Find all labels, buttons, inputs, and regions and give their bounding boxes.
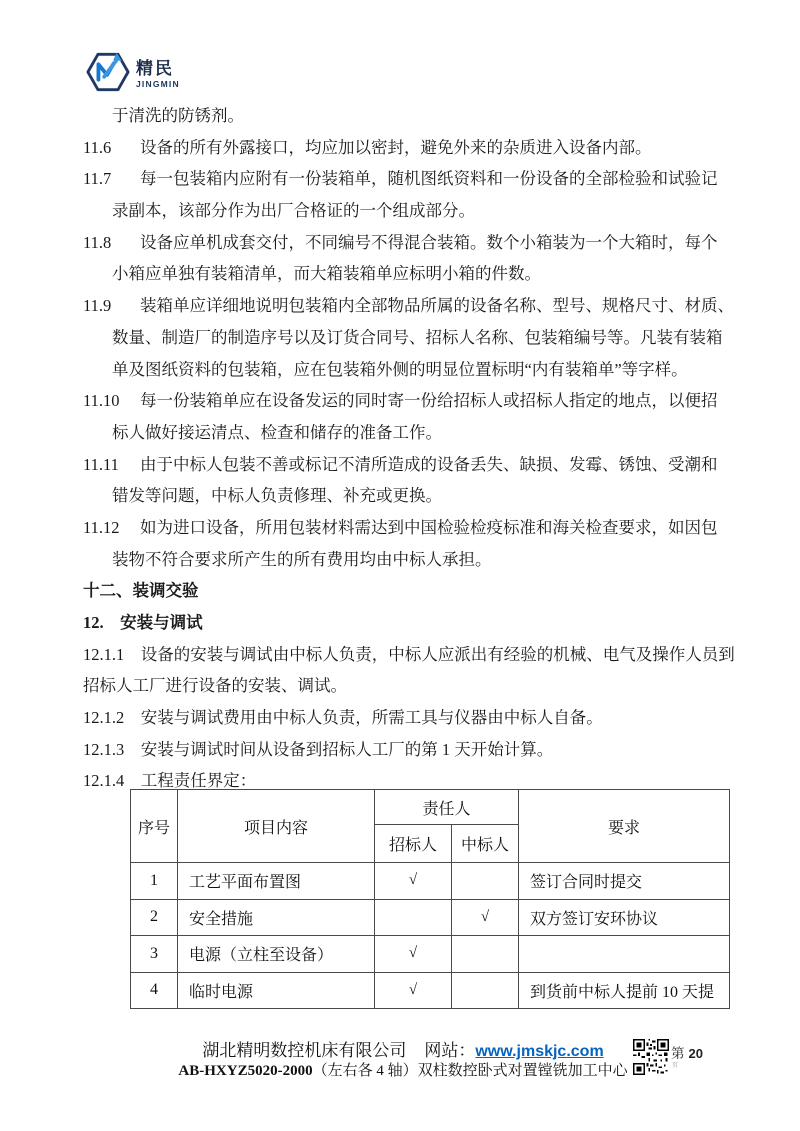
table-row bbox=[131, 899, 730, 936]
table-row bbox=[131, 972, 730, 1009]
table-cell: 2 bbox=[131, 899, 178, 936]
page-number: 20 bbox=[688, 1046, 703, 1061]
item-number: 11.8 bbox=[83, 232, 112, 252]
company-name: 湖北精明数控机床有限公司 bbox=[202, 1041, 407, 1060]
table-cell: 1 bbox=[131, 863, 178, 900]
table-cell: 电源（立柱至设备） bbox=[178, 936, 375, 973]
responsibility-table bbox=[130, 789, 730, 1009]
line-text: 装物不符合要求所产生的所有费用均由中标人承担。 bbox=[112, 549, 492, 569]
line-text: 12. 安装与调试 bbox=[83, 613, 203, 632]
item-number: 11.10 bbox=[83, 391, 120, 411]
body-line bbox=[112, 480, 735, 512]
item-number: 11.9 bbox=[83, 296, 112, 316]
table-cell: 临时电源 bbox=[178, 972, 375, 1009]
line-text: 12.1.3 安装与调试时间从设备到招标人工厂的第 1 天开始计算。 bbox=[83, 739, 554, 759]
site-link[interactable]: www.jmskjc.com bbox=[475, 1043, 604, 1060]
line-text: 每一份装箱单应在设备发运的同时寄一份给招标人或招标人指定的地点，以便招 bbox=[140, 391, 718, 411]
body-lines bbox=[83, 100, 735, 797]
line-text: 12.1.1 设备的安装与调试由中标人负责，中标人应派出有经验的机械、电气及操作人员到 bbox=[83, 644, 735, 664]
table-cell: 4 bbox=[131, 972, 178, 1009]
body-line bbox=[83, 670, 735, 702]
body-line bbox=[83, 575, 735, 607]
body-line bbox=[112, 258, 735, 290]
site-label: 网站： bbox=[424, 1041, 476, 1060]
line-text: 由于中标人包装不善或标记不清所造成的设备丢失、缺损、发霉、锈蚀、受潮和 bbox=[140, 454, 718, 474]
table-header-winner: 中标人 bbox=[452, 825, 519, 863]
line-text: 设备应单机成套交付，不同编号不得混合装箱。数个小箱装为一个大箱时，每个 bbox=[140, 232, 718, 252]
body-line bbox=[83, 702, 735, 734]
body-line bbox=[83, 512, 735, 544]
line-text: 于清洗的防锈剂。 bbox=[112, 106, 244, 125]
table-header-no: 序号 bbox=[131, 790, 178, 863]
table-cell bbox=[452, 936, 519, 973]
line-text: 12.1.2 安装与调试费用由中标人负责，所需工具与仪器由中标人自备。 bbox=[83, 708, 603, 728]
body-line bbox=[83, 163, 735, 195]
table-cell bbox=[452, 863, 519, 900]
qr-code-icon bbox=[633, 1039, 669, 1075]
table-row bbox=[131, 936, 730, 973]
table-header-requirement: 要求 bbox=[519, 790, 730, 863]
line-text: 数量、制造厂的制造序号以及订货合同号、招标人名称、包装箱编号等。凡装有装箱 bbox=[112, 327, 723, 347]
table-cell: 3 bbox=[131, 936, 178, 973]
model-number: AB-HXYZ5020-2000 bbox=[178, 1063, 313, 1079]
body-line bbox=[83, 132, 735, 164]
page-label: 第 bbox=[671, 1046, 685, 1061]
model-description: （左右各 4 轴）双柱数控卧式对置镗铣加工中心 bbox=[312, 1063, 628, 1079]
table-cell: 签订合同时提交 bbox=[519, 863, 730, 900]
item-number: 11.6 bbox=[83, 137, 112, 157]
table-body bbox=[131, 863, 730, 1009]
body-line bbox=[83, 385, 735, 417]
line-text: 标人做好接运清点、检查和储存的准备工作。 bbox=[112, 422, 442, 442]
table-cell bbox=[452, 972, 519, 1009]
line-text: 小箱应单独有装箱清单，而大箱装箱单应标明小箱的件数。 bbox=[112, 264, 541, 284]
table-cell: √ bbox=[452, 899, 519, 936]
footer-line2 bbox=[83, 1059, 723, 1080]
line-text: 录副本，该部分作为出厂合格证的一个组成部分。 bbox=[112, 201, 475, 221]
table-header-responsible: 责任人 bbox=[375, 790, 519, 825]
logo-text bbox=[136, 60, 180, 89]
body-line bbox=[83, 449, 735, 481]
body-line bbox=[112, 100, 735, 132]
item-number: 11.11 bbox=[83, 454, 119, 474]
body-line bbox=[112, 544, 735, 576]
line-text: 单及图纸资料的包装箱，应在包装箱外侧的明显位置标明“内有装箱单”等字样。 bbox=[112, 359, 688, 379]
table-header-item: 项目内容 bbox=[178, 790, 375, 863]
table-cell: √ bbox=[375, 972, 452, 1009]
item-number: 11.12 bbox=[83, 517, 120, 537]
logo-hexagon-icon bbox=[85, 50, 131, 99]
table-cell bbox=[519, 936, 730, 973]
company-logo bbox=[85, 50, 180, 99]
table-cell bbox=[375, 899, 452, 936]
body-line bbox=[83, 227, 735, 259]
page-unit: 页 bbox=[672, 1063, 679, 1069]
item-number: 11.7 bbox=[83, 169, 112, 189]
line-text: 错发等问题，中标人负责修理、补充或更换。 bbox=[112, 486, 442, 506]
body-line bbox=[83, 639, 735, 671]
line-text: 装箱单应详细地说明包装箱内全部物品所属的设备名称、型号、规格尺寸、材质、 bbox=[140, 296, 734, 316]
table-cell: 到货前中标人提前 10 天提 bbox=[519, 972, 730, 1009]
table-cell: √ bbox=[375, 863, 452, 900]
logo-text-en: JINGMIN bbox=[136, 79, 180, 89]
table-cell: 安全措施 bbox=[178, 899, 375, 936]
body-line bbox=[112, 195, 735, 227]
body-line bbox=[112, 417, 735, 449]
table-row bbox=[131, 863, 730, 900]
line-text: 如为进口设备，所用包装材料需达到中国检验检疫标准和海关检查要求，如因包 bbox=[140, 517, 718, 537]
body-line bbox=[112, 354, 735, 386]
body-line bbox=[112, 322, 735, 354]
body-line bbox=[83, 607, 735, 639]
line-text: 十二、装调交验 bbox=[83, 581, 199, 601]
logo-text-cn: 精民 bbox=[136, 59, 174, 78]
line-text: 每一包装箱内应附有一份装箱单，随机图纸资料和一份设备的全部检验和试验记 bbox=[140, 169, 718, 189]
table-header-bidder: 招标人 bbox=[375, 825, 452, 863]
table-cell: 工艺平面布置图 bbox=[178, 863, 375, 900]
body-line bbox=[83, 734, 735, 766]
table-cell: 双方签订安环协议 bbox=[519, 899, 730, 936]
footer-line1 bbox=[83, 1036, 723, 1061]
line-text: 设备的所有外露接口，均应加以密封，避免外来的杂质进入设备内部。 bbox=[140, 137, 652, 157]
table-cell: √ bbox=[375, 936, 452, 973]
line-text: 招标人工厂进行设备的安装、调试。 bbox=[83, 676, 347, 696]
body-line bbox=[83, 290, 735, 322]
line-text: 12.1.4 工程责任界定： bbox=[83, 771, 257, 791]
page-indicator bbox=[671, 1042, 703, 1062]
